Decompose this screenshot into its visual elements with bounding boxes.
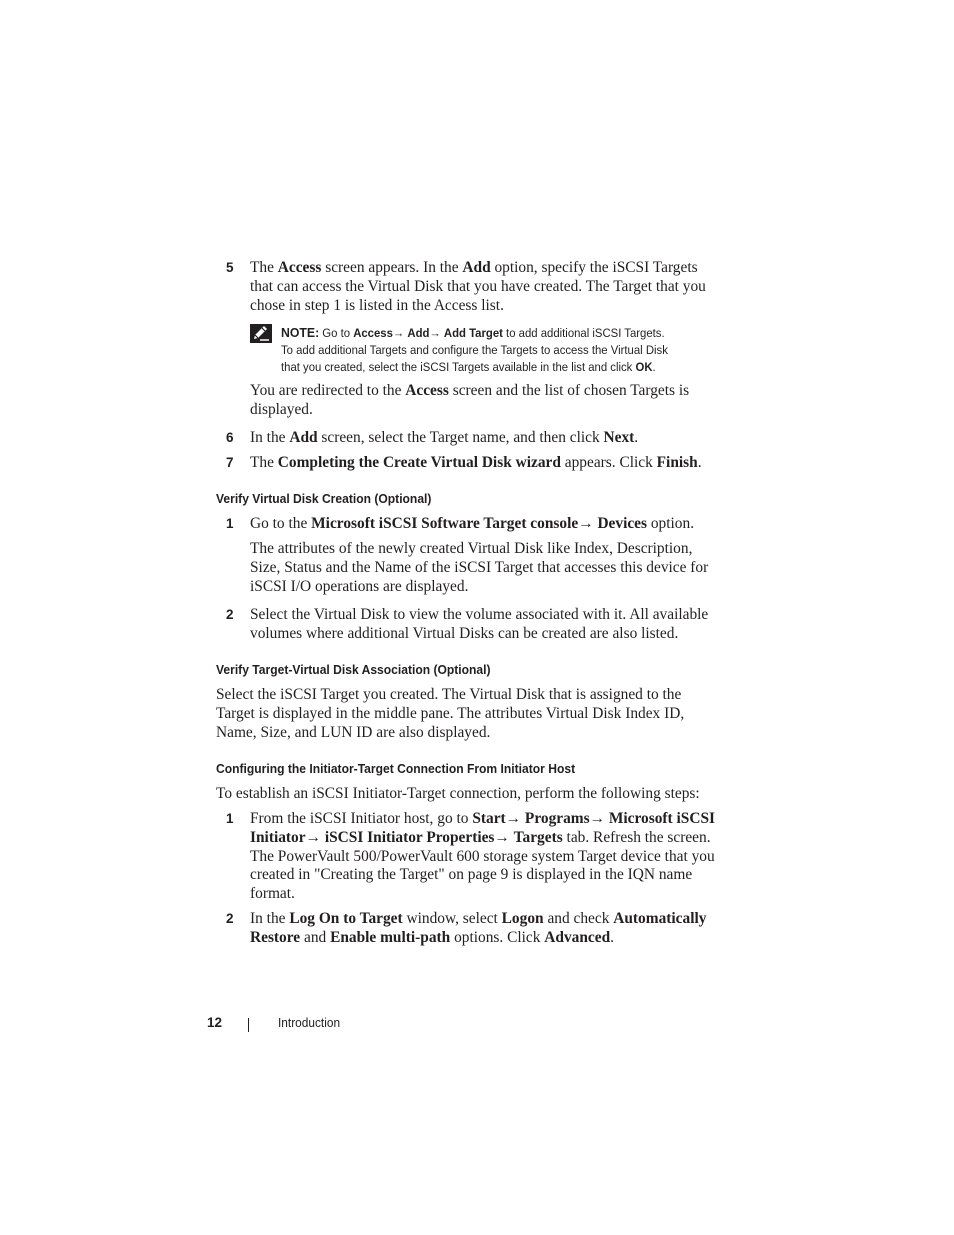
establish-paragraph: To establish an iSCSI Initiator-Target connection, perform the following steps: — [216, 785, 700, 802]
step-number: 6 — [226, 430, 234, 445]
note-line-3: that you created, select the iSCSI Targets available in the list and click OK. — [281, 360, 656, 374]
step-number: 2 — [226, 607, 234, 622]
association-paragraph: Select the iSCSI Target you created. The Virtual Disk that is assigned to the Target is displayed in the middle pane. The attributes Virtual Disk Index ID, Name, Size, and LUN ID are also displayed. — [216, 686, 685, 741]
step-number: 1 — [226, 516, 234, 531]
connect-step-1 — [216, 810, 716, 904]
step-7 — [216, 454, 716, 473]
step-number: 2 — [226, 911, 234, 926]
step-number: 5 — [226, 260, 234, 275]
step-text: In the Log On to Target window, select Logon and check Automatically Restore and Enable multi-path options. Click Advanced. — [250, 910, 707, 946]
pencil-note-icon — [250, 324, 272, 343]
step-5 — [216, 259, 716, 315]
step-6 — [216, 429, 716, 448]
note-block — [281, 324, 690, 376]
step-text: Go to the Microsoft iSCSI Software Target console→ Devices option. — [250, 515, 695, 532]
section-heading-configuring-connection: Configuring the Initiator-Target Connection From Initiator Host — [216, 761, 576, 776]
footer-chapter-title: Introduction — [278, 1016, 341, 1030]
step-number: 1 — [226, 811, 234, 826]
step-text: Select the Virtual Disk to view the volume associated with it. All available volumes where additional Virtual Disks can be created are also listed. — [250, 606, 709, 642]
step-text: From the iSCSI Initiator host, go to Start→ Programs→ Microsoft iSCSI Initiator→ iSCSI Initiator Properties→ Targets tab. Refresh the screen. The PowerVault 500/PowerVault 600 storage system Target device that you created in "Creating the Target" on page 9 is displayed in the IQN name format. — [250, 810, 716, 903]
verify-step-1 — [216, 515, 716, 534]
attributes-paragraph: The attributes of the newly created Virtual Disk like Index, Description, Size, Status and the Name of the iSCSI Target that accesses this device for iSCSI I/O operations are displayed. — [250, 540, 709, 595]
verify-step-2 — [216, 606, 716, 644]
step-text: The Access screen appears. In the Add option, specify the iSCSI Targets that can access the Virtual Disk that you have created. The Target that you chose in step 1 is listed in the Access list. — [250, 259, 706, 314]
connect-step-2 — [216, 910, 716, 948]
redirect-paragraph: You are redirected to the Access screen and the list of chosen Targets is displayed. — [250, 382, 690, 418]
step-text: In the Add screen, select the Target name, and then click Next. — [250, 429, 639, 446]
step-number: 7 — [226, 455, 234, 470]
note-line-1: NOTE: Go to Access→ Add→ Add Target to add additional iSCSI Targets. — [281, 325, 665, 340]
page-number: 12 — [207, 1015, 223, 1030]
footer-divider — [248, 1018, 249, 1032]
section-heading-verify-association: Verify Target-Virtual Disk Association (Optional) — [216, 662, 491, 677]
section-heading-verify-virtual-disk: Verify Virtual Disk Creation (Optional) — [216, 491, 432, 506]
step-text: The Completing the Create Virtual Disk wizard appears. Click Finish. — [250, 454, 702, 471]
note-line-2: To add additional Targets and configure the Targets to access the Virtual Disk — [281, 343, 668, 357]
